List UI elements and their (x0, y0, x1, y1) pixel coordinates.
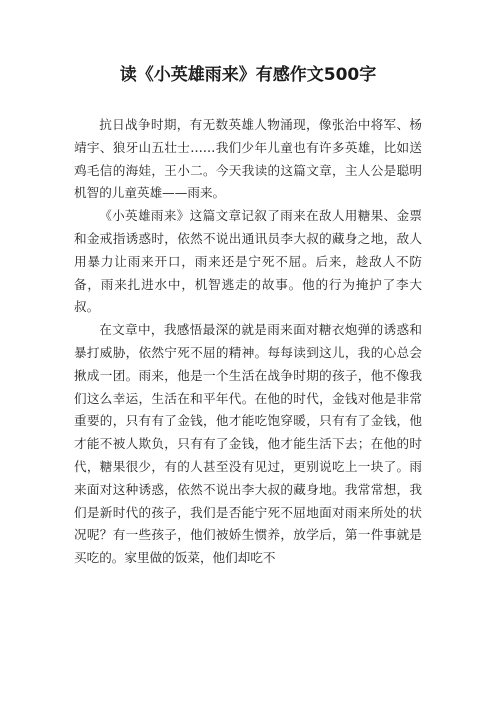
paragraph: 《小英雄雨来》这篇文章记叙了雨来在敌人用糖果、金票和金戒指诱惑时，依然不说出通讯员李大叔的藏身之地，敌人用暴力让雨来开口，雨来还是宁死不屈。后来，趁敌人不防备，雨来扎进水中，机智逃走的故事。他的行为掩护了李大叔。 (74, 208, 422, 315)
paragraph: 在文章中，我感悟最深的就是雨来面对糖衣炮弹的诱惑和暴打威胁，依然宁死不屈的精神。每每读到这儿，我的心总会揪成一团。雨来，他是一个生活在战争时期的孩子，他不像我们这么幸运，生活在和平年代。在他的时代，金钱对他是非常重要的，只有有了金钱，他才能吃饱穿暖，只有有了金钱，他才能不被人欺负，只有有了金钱，他才能生活下去；在他的时代，糖果很少，有的人甚至没有见过，更别说吃上一块了。雨来面对这种诱惑，依然不说出李大叔的藏身地。我常常想，我们是新时代的孩子，我们是否能宁死不屈地面对雨来所处的状况呢？有一些孩子，他们被娇生惯养，放学后，第一件事就是买吃的。家里做的饭菜，他们却吃不 (74, 322, 422, 566)
document-body (74, 114, 422, 570)
document-title: 读《小英雄雨来》有感作文500字 (119, 65, 377, 85)
paragraph: 抗日战争时期，有无数英雄人物涌现，像张治中将军、杨靖宇、狼牙山五壮士……我们少年儿童也有许多英雄，比如送鸡毛信的海娃，王小二。今天我读的这篇文章，主人公是聪明机智的儿童英雄——雨来。 (74, 117, 422, 201)
